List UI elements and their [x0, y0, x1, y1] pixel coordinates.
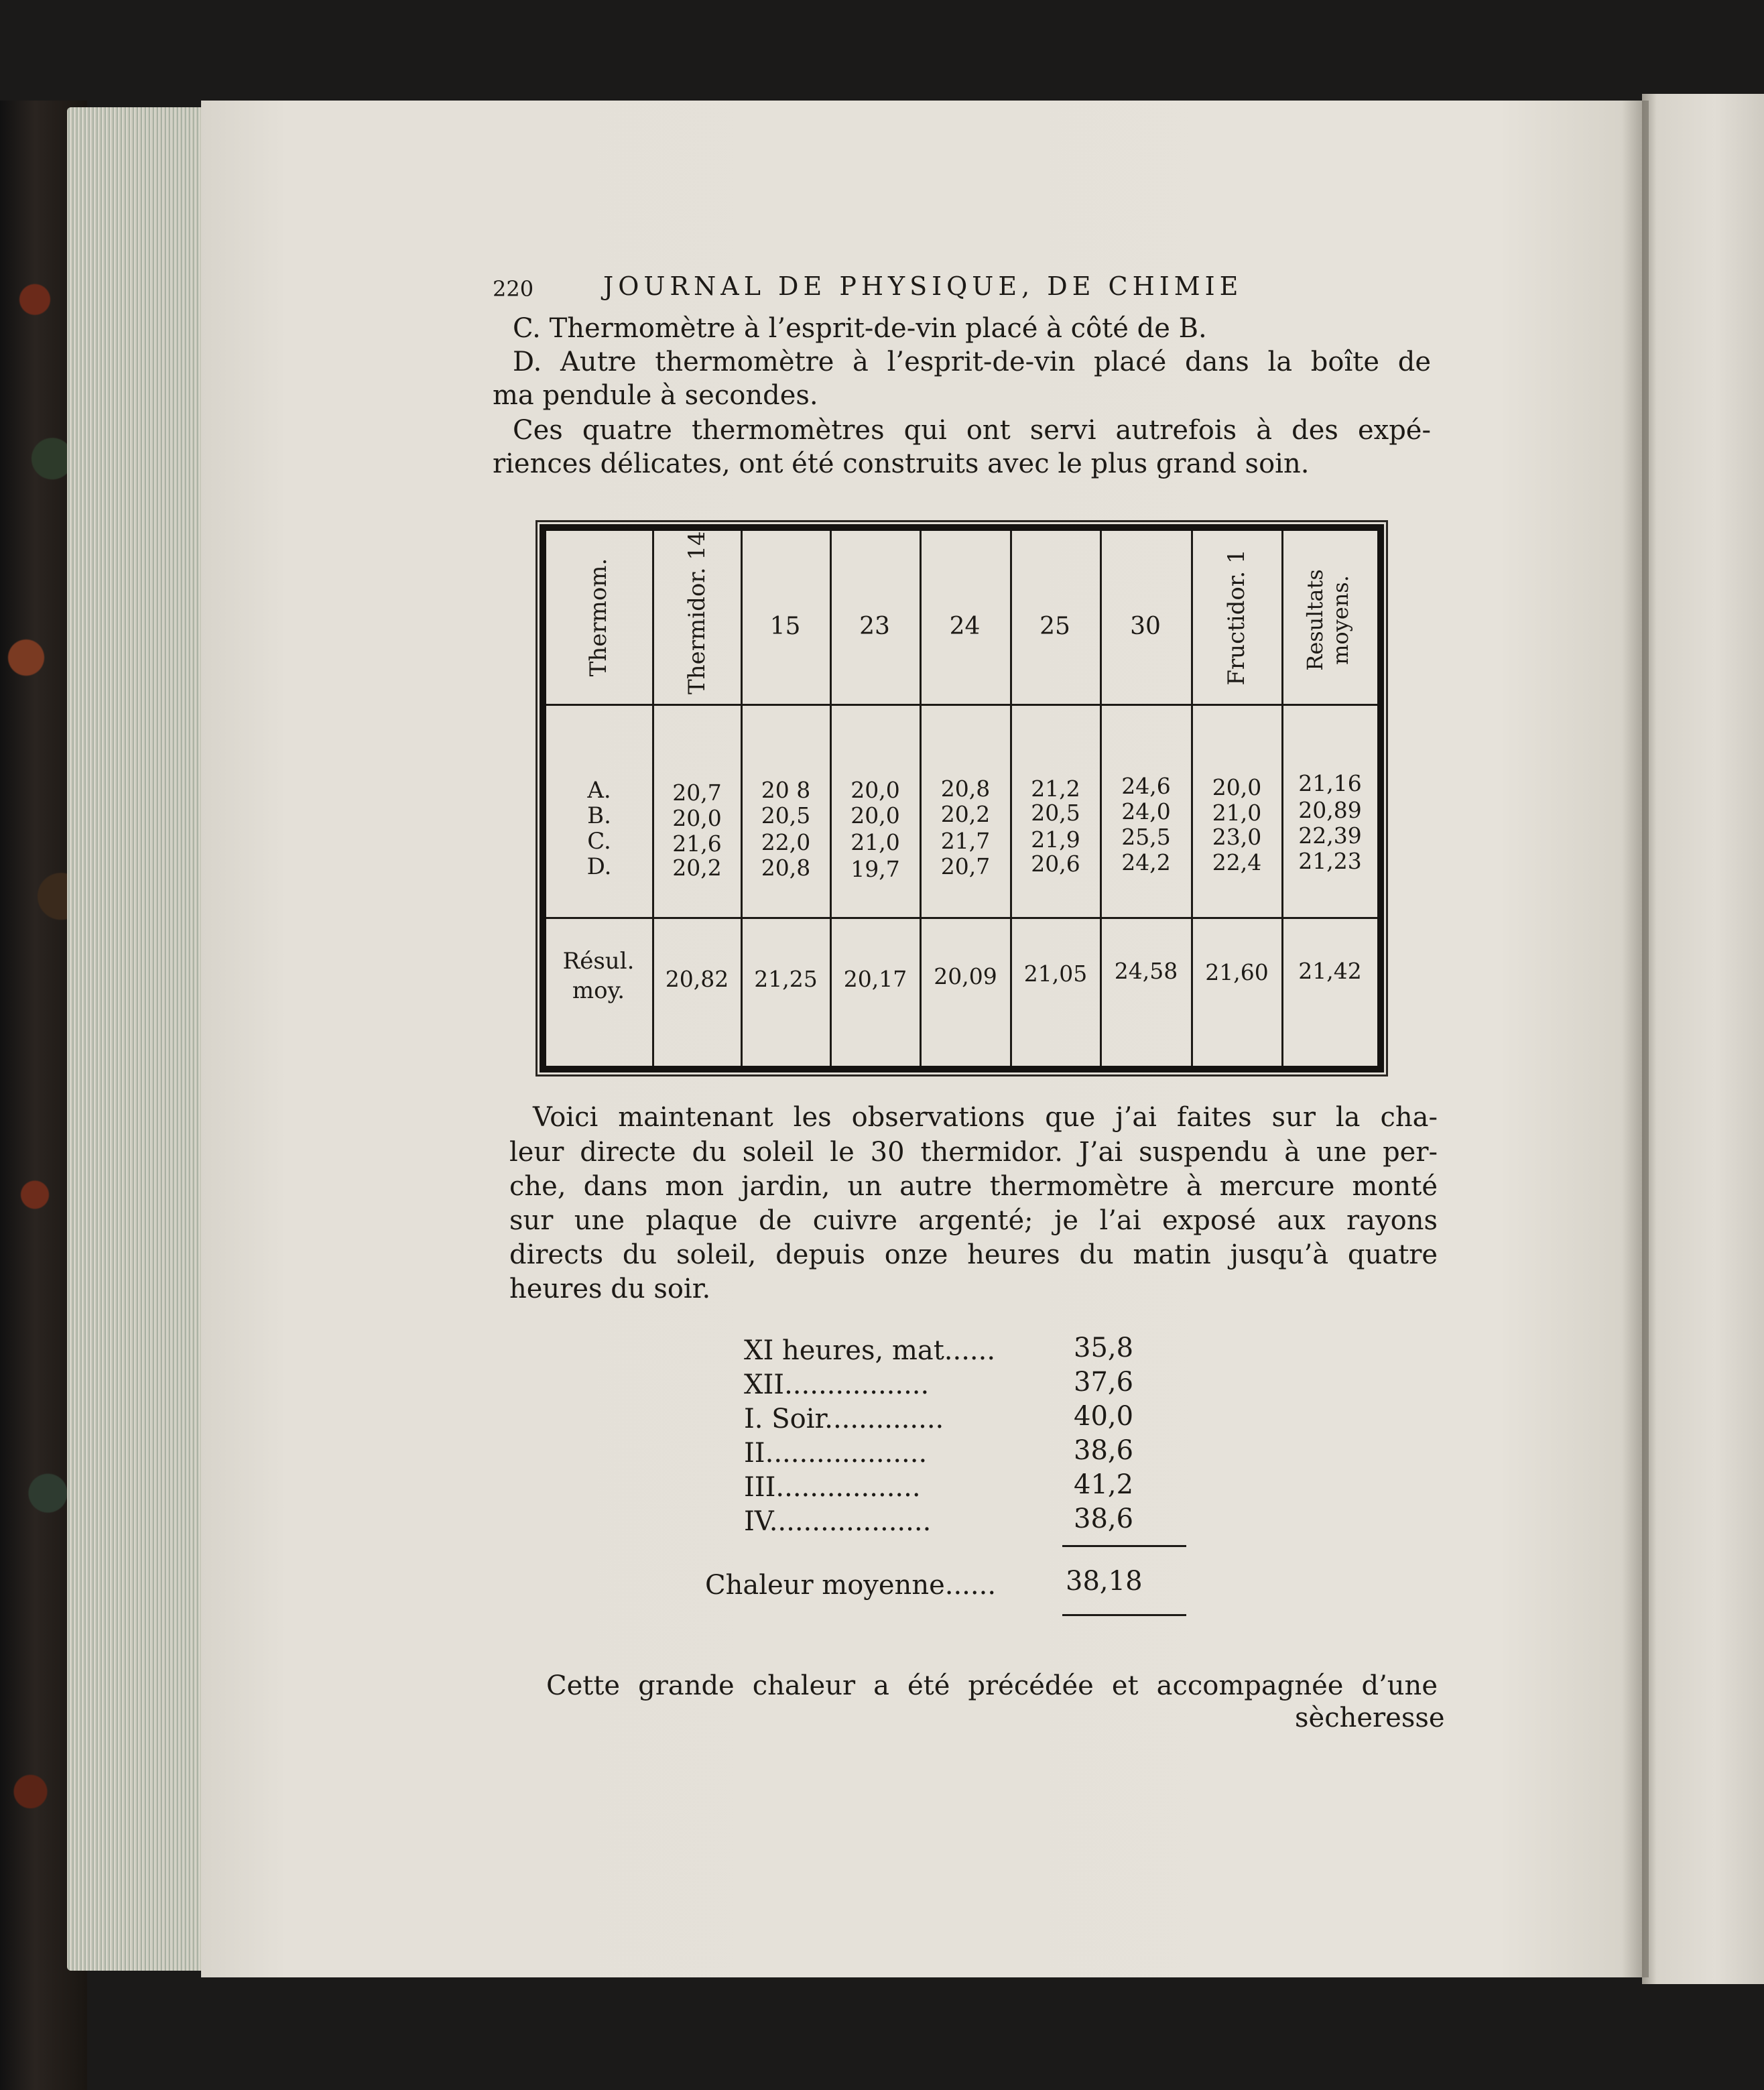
row-label-c: C. — [587, 828, 611, 855]
average-label: Chaleur moyenne...... — [705, 1570, 997, 1601]
header-col: 25 — [1040, 613, 1070, 640]
result-cell: 20,17 — [843, 966, 907, 992]
row-label-a: A. — [587, 777, 611, 804]
page-gutter — [1622, 101, 1649, 1977]
table-cell: 20,89 — [1298, 797, 1362, 823]
text-line: Voici maintenant les observations que j’ai faites sur la cha- — [533, 1102, 1438, 1133]
header-col: 15 — [769, 613, 801, 640]
result-cell: 20,09 — [934, 963, 997, 989]
average-value: 38,18 — [1066, 1566, 1143, 1597]
row-label-d: D. — [586, 853, 612, 880]
table-cell: 20,2 — [940, 801, 991, 827]
table-cell: 22,4 — [1212, 849, 1262, 875]
result-cell: 24,58 — [1114, 958, 1178, 984]
table-cell: 20,0 — [850, 777, 900, 803]
table-cell: 24,2 — [1121, 849, 1171, 875]
table-cell: 21,2 — [1031, 776, 1080, 802]
text-line: C. Thermomètre à l’esprit-de-vin placé à côté de B. — [513, 313, 1207, 344]
text-line: ma pendule à secondes. — [493, 380, 818, 411]
table-cell: 20,5 — [1031, 800, 1080, 826]
hour-value: 40,0 — [1074, 1401, 1134, 1432]
result-cell: 21,60 — [1205, 959, 1269, 985]
table-cell: 20,8 — [761, 855, 811, 881]
text-line: Ces quatre thermomètres qui ont servi autrefois à des expé- — [513, 415, 1431, 446]
table-cell: 20,0 — [672, 805, 722, 831]
header-thermom: Thermom. — [585, 558, 612, 677]
hour-value: 41,2 — [1074, 1469, 1134, 1500]
header-resultats-moyens: Resultats moyens. — [1302, 569, 1353, 671]
hour-label: XI heures, mat...... — [744, 1335, 996, 1366]
hour-label: XII................. — [744, 1369, 930, 1400]
sum-rule-top — [1062, 1545, 1186, 1547]
hour-label: I. Soir.............. — [744, 1404, 944, 1434]
table-cell: 20,7 — [672, 780, 722, 806]
result-label: Résul. moy. — [562, 948, 635, 1004]
table-cell: 20,8 — [940, 776, 991, 802]
hour-label: IV................... — [744, 1506, 932, 1537]
table-cell: 21,0 — [1212, 800, 1262, 826]
hour-value: 38,6 — [1074, 1503, 1134, 1534]
table-cell: 21,16 — [1298, 770, 1362, 796]
table-cell: 24,0 — [1121, 798, 1171, 824]
table-cell: 21,23 — [1298, 848, 1362, 874]
table-cell: 20 8 — [761, 777, 811, 803]
header-col: 30 — [1130, 613, 1161, 640]
catchword: sècheresse — [1295, 1703, 1445, 1733]
sum-rule-bottom — [1062, 1614, 1186, 1616]
table-cell: 20,7 — [940, 853, 991, 879]
header-fructidor-1: Fructidor. 1 — [1223, 549, 1250, 686]
text-line: leur directe du soleil le 30 thermidor. J’ai suspendu à une per- — [509, 1137, 1438, 1168]
result-cell: 21,42 — [1298, 958, 1362, 984]
thermometer-table — [546, 531, 1377, 1066]
page-stack-edges — [67, 107, 201, 1971]
table-cell: 20,0 — [1212, 774, 1262, 800]
text-line: Cette grande chaleur a été précédée et accompagnée d’une — [546, 1670, 1438, 1701]
header-thermidor-14: Thermidor. 14 — [684, 531, 710, 694]
page-number: 220 — [493, 276, 534, 302]
text-line: che, dans mon jardin, un autre thermomètre à mercure monté — [509, 1171, 1438, 1202]
hour-label: II................... — [744, 1438, 928, 1469]
table-cell: 21,0 — [850, 829, 900, 855]
running-title: JOURNAL DE PHYSIQUE, DE CHIMIE — [603, 271, 1243, 301]
row-label-b: B. — [587, 802, 611, 829]
table-cell: 21,7 — [940, 828, 991, 854]
header-col: 23 — [859, 613, 890, 640]
table-cell: 24,6 — [1121, 773, 1171, 799]
table-cell: 20,2 — [672, 855, 722, 881]
table-cell: 20,0 — [850, 802, 900, 828]
table-cell: 20,6 — [1031, 851, 1080, 877]
text-line: riences délicates, ont été construits avec le plus grand soin. — [493, 448, 1310, 479]
results-rule — [546, 917, 1377, 919]
result-cell: 21,25 — [754, 966, 818, 992]
result-cell: 21,05 — [1023, 961, 1088, 987]
text-line: heures du soir. — [509, 1274, 711, 1304]
text-line: D. Autre thermomètre à l’esprit-de-vin placé dans la boîte de — [513, 347, 1431, 377]
hour-label: III................. — [744, 1472, 921, 1503]
table-cell: 25,5 — [1121, 824, 1171, 850]
text-line: directs du soleil, depuis onze heures du matin jusqu’à quatre — [509, 1239, 1438, 1270]
table-cell: 20,5 — [761, 802, 811, 828]
hour-value: 37,6 — [1074, 1367, 1134, 1398]
result-cell: 20,82 — [665, 966, 729, 992]
table-cell: 21,9 — [1031, 826, 1080, 853]
table-cell: 22,39 — [1298, 822, 1362, 849]
hour-value: 38,6 — [1074, 1435, 1134, 1466]
header-rule — [546, 704, 1377, 706]
header-col: 24 — [949, 613, 981, 640]
table-cell: 22,0 — [761, 829, 811, 855]
table-cell: 21,6 — [672, 831, 722, 857]
hour-value: 35,8 — [1074, 1333, 1134, 1363]
table-cell: 19,7 — [850, 856, 900, 882]
text-line: sur une plaque de cuivre argenté; je l’ai exposé aux rayons — [509, 1205, 1438, 1236]
facing-page-edge — [1642, 94, 1764, 1984]
table-cell: 23,0 — [1212, 824, 1262, 850]
